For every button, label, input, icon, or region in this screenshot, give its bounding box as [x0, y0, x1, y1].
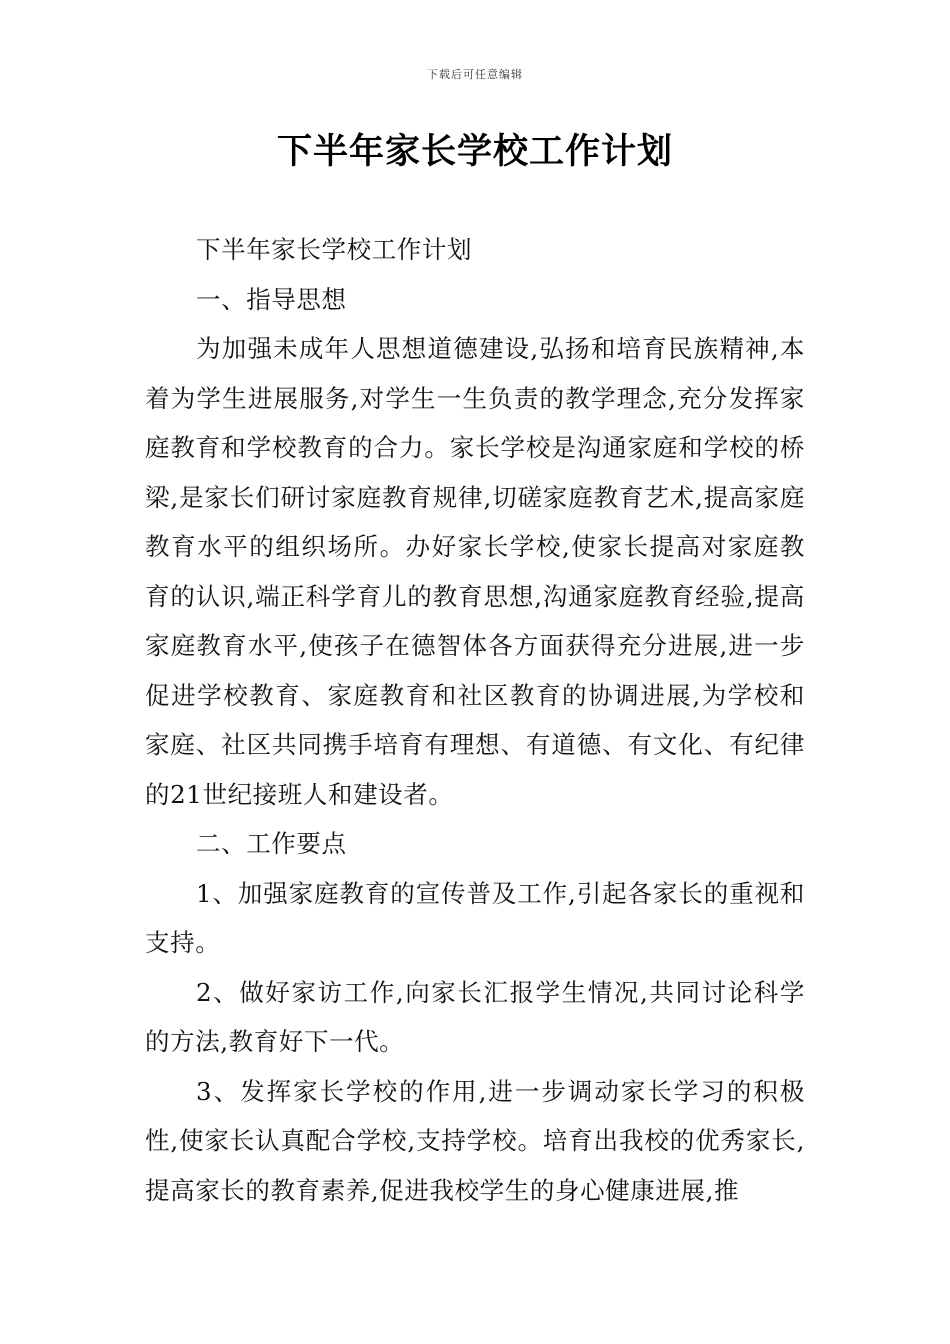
subtitle-paragraph: 下半年家长学校工作计划	[196, 235, 473, 264]
document-title: 下半年家长学校工作计划	[276, 132, 673, 172]
body-paragraph: 为加强未成年人思想道德建设,弘扬和培育民族精神,本着为学生进展服务,对学生一生负责的教学理念,充分发挥家庭教育和学校教育的合力。家长学校是沟通家庭和学校的桥梁,是家长们研讨家庭教育规律,切磋家庭教育艺术,提高家庭教育水平的组织场所。办好家长学校,使家长提高对家庭教育的认识,端正科学育儿的教育思想,沟通家庭教育经验,提高家庭教育水平,使孩子在德智体各方面获得充分进展,进一步促进学校教育、家庭教育和社区教育的协调进展,为学校和家庭、社区共同携手培育有理想、有道德、有文化、有纪律的21世纪接班人和建设者。	[145, 334, 805, 809]
work-point-item: 2、做好家访工作,向家长汇报学生情况,共同讨论科学的方法,教育好下一代。	[145, 977, 805, 1056]
work-point-item: 1、加强家庭教育的宣传普及工作,引起各家长的重视和支持。	[145, 878, 805, 957]
document-body	[145, 225, 805, 1215]
section-heading-guiding-ideology: 一、指导思想	[196, 284, 347, 314]
work-point-item: 3、发挥家长学校的作用,进一步调动家长学习的积极性,使家长认真配合学校,支持学校。培育出我校的优秀家长,提高家长的教育素养,促进我校学生的身心健康进展,推	[145, 1076, 805, 1205]
header-note: 下载后可任意编辑	[427, 68, 523, 81]
section-heading-work-points: 二、工作要点	[196, 829, 347, 858]
